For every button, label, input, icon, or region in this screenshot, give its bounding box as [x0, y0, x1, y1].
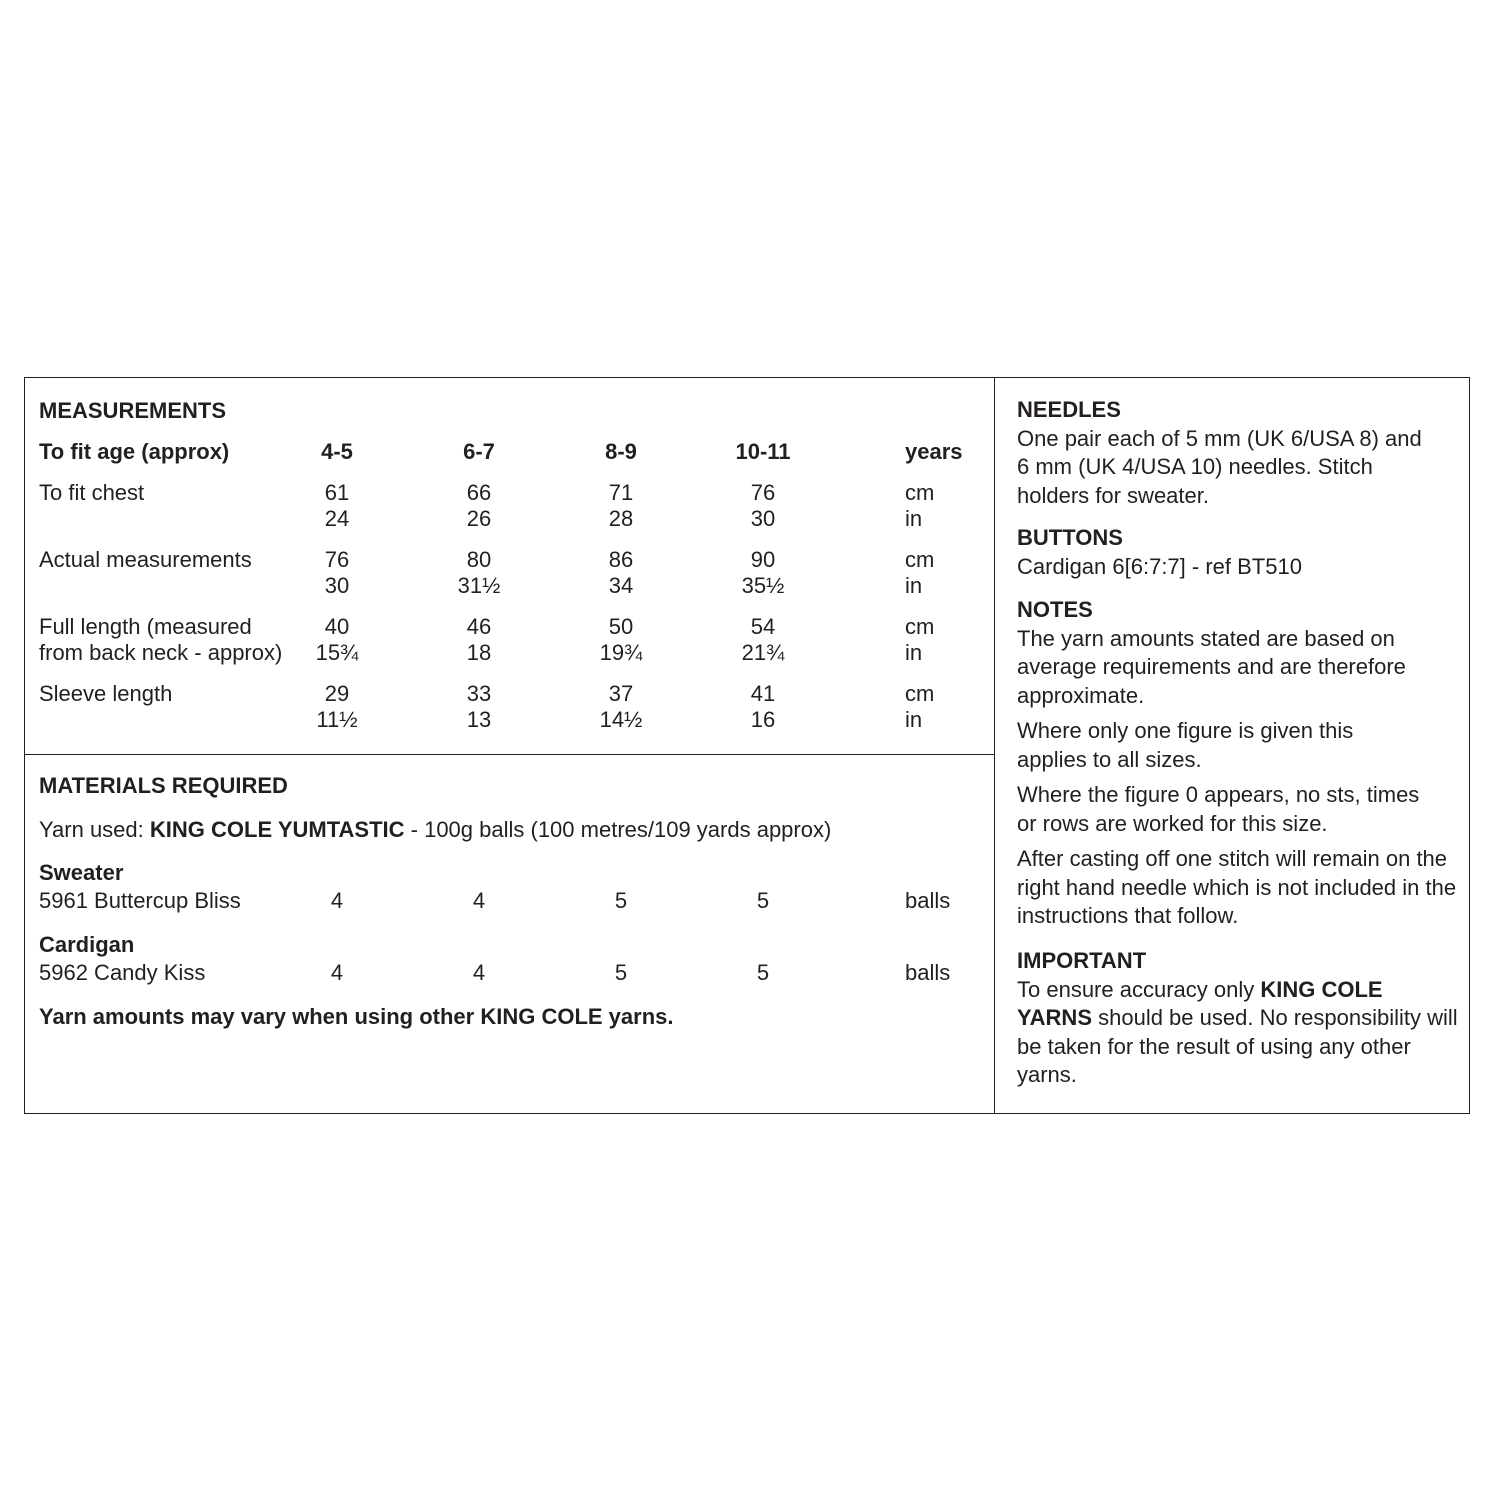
- yarn-name: KING COLE YUMTASTIC: [149, 817, 405, 842]
- yarn-used-line: [39, 816, 831, 843]
- measurement-cm-value: 76: [750, 480, 776, 505]
- measurement-in-value: 18: [466, 640, 492, 665]
- materials-heading: MATERIALS REQUIRED: [39, 773, 288, 798]
- needles-heading: NEEDLES: [1017, 397, 1121, 422]
- measurement-in-value: 28: [608, 506, 634, 531]
- measurement-cm-value: 41: [750, 681, 776, 706]
- measurement-cm-value: 40: [324, 614, 350, 639]
- yarn-used-label: Yarn used:: [39, 817, 150, 842]
- ball-quantity: 5: [614, 960, 628, 985]
- unit-in: in: [905, 573, 923, 598]
- measurement-in-value: 31½: [457, 573, 501, 598]
- measurement-cm-value: 37: [608, 681, 634, 706]
- column-divider: [994, 377, 995, 1114]
- measurement-cm-value: 54: [750, 614, 776, 639]
- measurement-label: To fit chest: [39, 480, 145, 505]
- yarn-shade: 5962 Candy Kiss: [39, 960, 206, 985]
- unit-in: in: [905, 707, 923, 732]
- unit-cm: cm: [905, 480, 935, 505]
- measurement-in-value: 16: [750, 707, 776, 732]
- important-text-start: To ensure accuracy only: [1017, 976, 1261, 1002]
- age-label: To fit age (approx): [39, 439, 230, 464]
- ball-quantity: 4: [330, 888, 344, 913]
- garment-title: Sweater: [39, 860, 124, 885]
- measurement-label-cont: from back neck - approx): [39, 640, 283, 665]
- measurement-cm-value: 86: [608, 547, 634, 572]
- measurement-label: Full length (measured: [39, 614, 252, 639]
- section-divider: [24, 754, 995, 755]
- buttons-section: [1017, 524, 1462, 581]
- measurement-label: Sleeve length: [39, 681, 173, 706]
- measurements-heading: MEASUREMENTS: [39, 398, 227, 423]
- buttons-text: Cardigan 6[6:7:7] - ref BT510: [1017, 553, 1302, 579]
- yarn-shade: 5961 Buttercup Bliss: [39, 888, 241, 913]
- size-header: 8-9: [605, 439, 637, 464]
- size-header: 4-5: [321, 439, 353, 464]
- yarn-details: - 100g balls (100 metres/109 yards approx): [404, 817, 832, 842]
- measurement-in-value: 24: [324, 506, 350, 531]
- unit-in: in: [905, 506, 923, 531]
- measurement-in-value: 19¾: [599, 640, 643, 665]
- measurement-cm-value: 66: [466, 480, 492, 505]
- unit-cm: cm: [905, 547, 935, 572]
- size-header: 6-7: [463, 439, 495, 464]
- measurement-in-value: 11½: [316, 707, 358, 732]
- measurement-in-value: 34: [608, 573, 634, 598]
- measurement-in-value: 30: [750, 506, 776, 531]
- ball-quantity: 5: [614, 888, 628, 913]
- notes-paragraph: Where the figure 0 appears, no sts, times or rows are worked for this size.: [1017, 782, 1420, 836]
- important-brand: KING COLE YARNS: [1017, 976, 1383, 1030]
- notes-paragraph: The yarn amounts stated are based on average requirements and are therefore approximate.: [1017, 625, 1406, 708]
- important-text-end: should be used. No responsibility will be taken for the result of using any other yarns.: [1017, 1005, 1458, 1087]
- measurement-cm-value: 50: [608, 614, 634, 639]
- age-unit: years: [905, 439, 963, 464]
- measurement-in-value: 35½: [741, 573, 785, 598]
- quantity-unit: balls: [905, 888, 951, 913]
- important-section: [1017, 947, 1462, 1090]
- measurement-in-value: 13: [466, 707, 492, 732]
- important-heading: IMPORTANT: [1017, 948, 1147, 973]
- ball-quantity: 4: [472, 888, 486, 913]
- measurement-cm-value: 46: [466, 614, 492, 639]
- measurement-cm-value: 33: [466, 681, 492, 706]
- notes-heading: NOTES: [1017, 597, 1093, 622]
- ball-quantity: 5: [756, 960, 770, 985]
- needles-text: One pair each of 5 mm (UK 6/USA 8) and 6 mm (UK 4/USA 10) needles. Stitch holders for sweater.: [1017, 425, 1422, 508]
- measurement-in-value: 15¾: [315, 640, 359, 665]
- measurement-label: Actual measurements: [39, 547, 252, 572]
- measurement-in-value: 14½: [599, 707, 643, 732]
- buttons-heading: BUTTONS: [1017, 525, 1123, 550]
- unit-in: in: [905, 640, 923, 665]
- measurement-in-value: 21¾: [741, 640, 785, 665]
- garment-title: Cardigan: [39, 932, 135, 957]
- size-header: 10-11: [735, 439, 791, 464]
- notes-paragraph: After casting off one stitch will remain on the right hand needle which is not included in the instructions that follow.: [1017, 846, 1457, 928]
- measurement-cm-value: 71: [608, 480, 634, 505]
- measurement-in-value: 26: [466, 506, 492, 531]
- measurement-cm-value: 76: [324, 547, 350, 572]
- measurement-cm-value: 61: [324, 480, 350, 505]
- ball-quantity: 4: [330, 960, 344, 985]
- measurement-cm-value: 80: [466, 547, 492, 572]
- unit-cm: cm: [905, 681, 935, 706]
- ball-quantity: 5: [756, 888, 770, 913]
- important-text: [1017, 976, 1462, 1090]
- needles-section: [1017, 396, 1462, 510]
- unit-cm: cm: [905, 614, 935, 639]
- quantity-unit: balls: [905, 960, 951, 985]
- notes-paragraph: Where only one figure is given this applies to all sizes.: [1017, 718, 1354, 772]
- ball-quantity: 4: [472, 960, 486, 985]
- notes-section: [1017, 596, 1462, 931]
- measurement-cm-value: 29: [324, 681, 350, 706]
- measurement-cm-value: 90: [750, 547, 776, 572]
- measurement-in-value: 30: [324, 573, 350, 598]
- yarn-note: Yarn amounts may vary when using other KING COLE yarns.: [39, 1004, 674, 1029]
